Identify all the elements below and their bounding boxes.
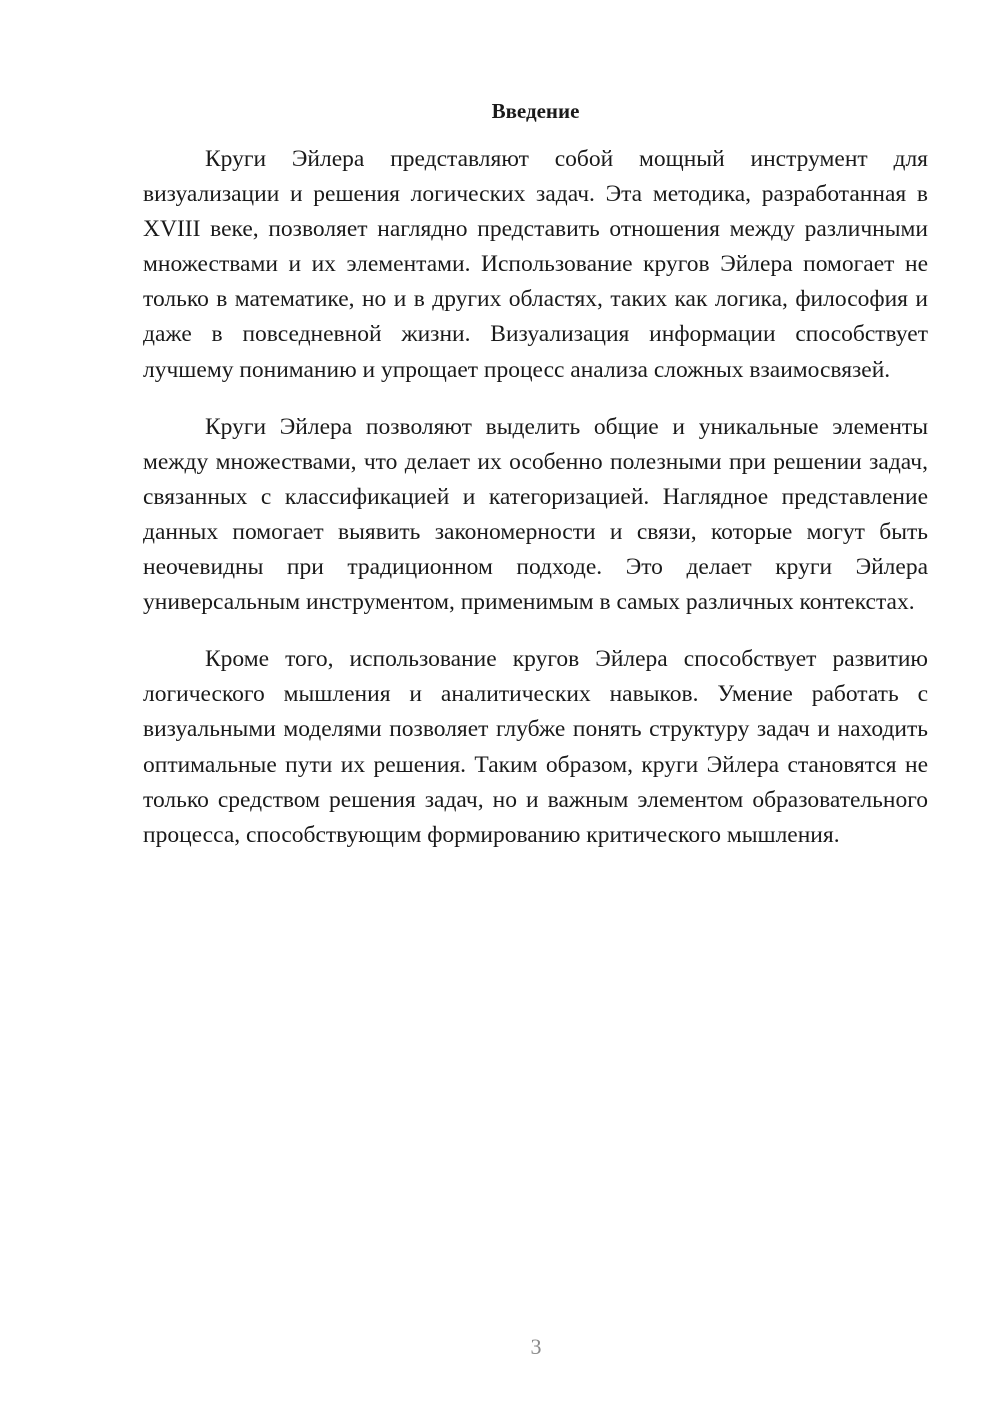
body-text — [143, 142, 928, 875]
paragraph-1: Круги Эйлера представляют собой мощный инструмент для визуализации и решения логических задач. Эта методика, разработанная в XVIII веке, позволяет наглядно представить отношения между различными множествами и их элементами. Использование кругов Эйлера помогает не только в математике, но и в других областях, таких как логика, философия и даже в повседневной жизни. Визуализация информации способствует лучшему пониманию и упрощает процесс анализа сложных взаимосвязей. — [143, 146, 928, 383]
paragraph-3: Кроме того, использование кругов Эйлера способствует развитию логического мышления и аналитических навыков. Умение работать с визуальными моделями позволяет глубже понять структуру задач и находить оптимальные пути их решения. Таким образом, круги Эйлера становятся не только средством решения задач, но и важным элементом образовательного процесса, способствующим формированию критического мышления. — [143, 646, 928, 848]
paragraph-2: Круги Эйлера позволяют выделить общие и уникальные элементы между множествами, что делает их особенно полезными при решении задач, связанных с классификацией и категоризацией. Наглядное представление данных помогает выявить закономерности и связи, которые могут быть неочевидны при традиционном подходе. Это делает круги Эйлера универсальным инструментом, применимым в самых различных контекстах. — [143, 413, 928, 616]
page-title: Введение — [491, 99, 580, 123]
page-number: 3 — [530, 1334, 542, 1359]
